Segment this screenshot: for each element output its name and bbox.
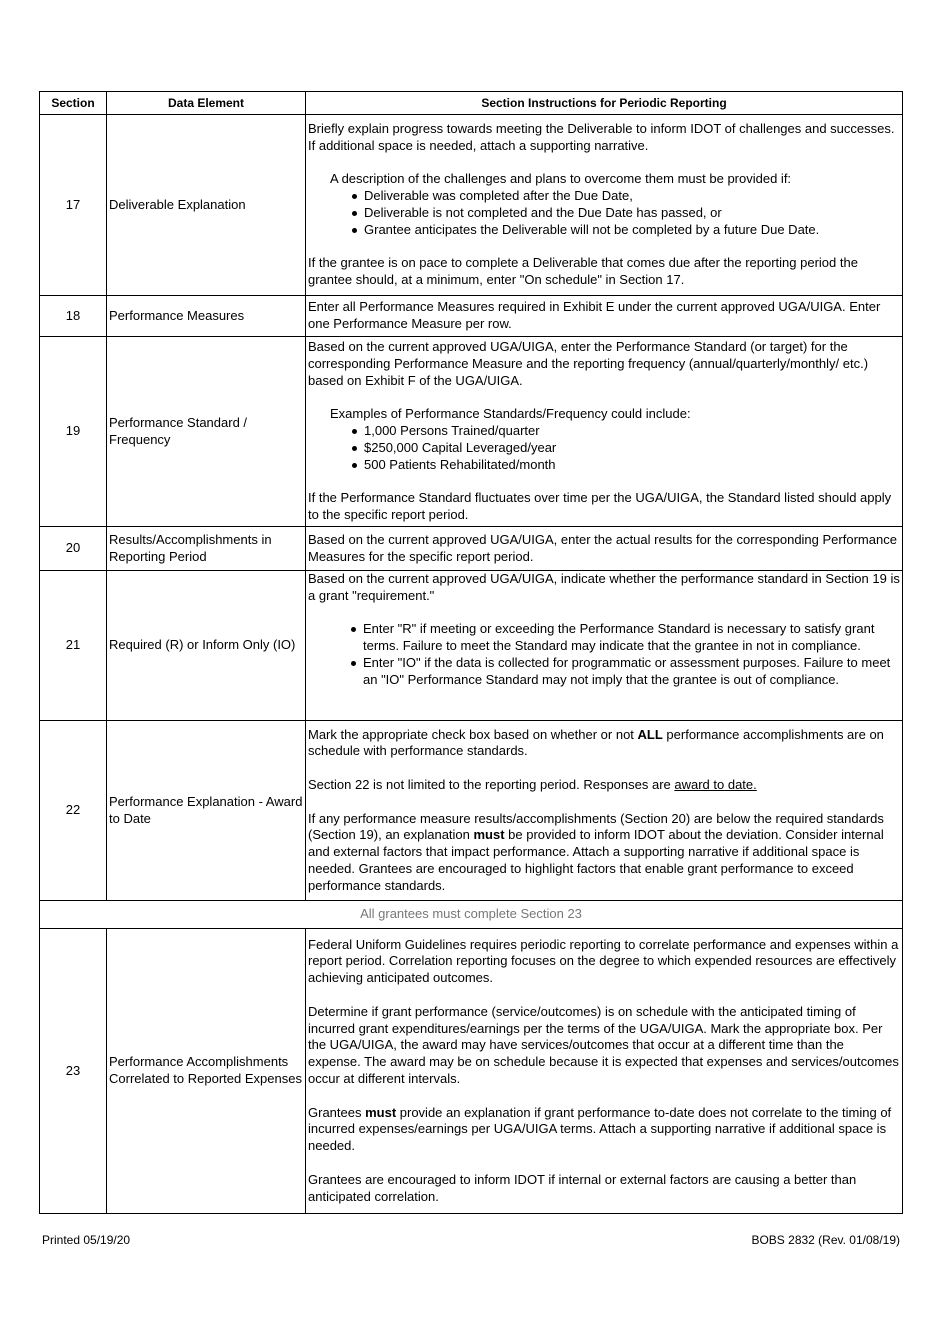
instructions-cell xyxy=(306,115,903,296)
instruction-paragraph: Based on the current approved UGA/UIGA, enter the Performance Standard (or target) for the corresponding Performance Measure and the reporting frequency (annual/quarterly/monthly/ etc.) based on Exhibit F of the UGA/UIGA. xyxy=(308,339,869,388)
examples-block xyxy=(308,406,900,473)
table-row-21 xyxy=(40,571,903,721)
table-row-18 xyxy=(40,296,903,337)
instructions-cell xyxy=(306,296,903,337)
section-number: 18 xyxy=(40,296,107,337)
list-item: Enter "IO" if the data is collected for programmatic or assessment purposes. Failure to meet an "IO" Performance Standard may not imply that the grantee is out of compliance. xyxy=(363,655,900,689)
reporting-instructions-table xyxy=(39,91,903,1214)
instruction-paragraph: Briefly explain progress towards meeting the Deliverable to inform IDOT of challenges and successes. If additional space is needed, attach a supporting narrative. xyxy=(308,121,895,153)
instruction-paragraph: If any performance measure results/accomplishments (Section 20) are below the required standards (Section 19), an explanation must be provided to inform IDOT about the deviation. Consider internal and external factors that impact performance. Attach a supporting narrative if additional space is needed. Grantees are encouraged to highlight factors that enable grant performance to exceed performance standards. xyxy=(308,810,884,893)
data-element-label: Performance Standard / Frequency xyxy=(107,337,306,527)
instruction-paragraph: Enter all Performance Measures required in Exhibit E under the current approved UGA/UIGA. Enter one Performance Measure per row. xyxy=(308,299,881,331)
section-number: 23 xyxy=(40,929,107,1214)
instruction-paragraph: Based on the current approved UGA/UIGA, indicate whether the performance standard in Section 19 is a grant "requirement." xyxy=(308,571,900,603)
section-23-banner: All grantees must complete Section 23 xyxy=(40,901,903,929)
data-element-label: Performance Accomplishments Correlated to Reported Expenses xyxy=(107,929,306,1214)
instruction-paragraph: If the grantee is on pace to complete a Deliverable that comes due after the reporting period the grantee should, at a minimum, enter "On schedule" in Section 17. xyxy=(308,255,858,288)
table-header-row xyxy=(40,92,903,115)
list-item: Deliverable is not completed and the Due Date has passed, or xyxy=(364,205,900,222)
instruction-paragraph: If the Performance Standard fluctuates over time per the UGA/UIGA, the Standard listed should apply to the specific report period. xyxy=(308,490,892,523)
section-number: 20 xyxy=(40,527,107,571)
table-row-19 xyxy=(40,337,903,527)
table-row-22 xyxy=(40,721,903,901)
instructions-cell xyxy=(306,571,903,721)
header-data-element: Data Element xyxy=(107,92,306,115)
table-row-23 xyxy=(40,929,903,1214)
list-item: $250,000 Capital Leveraged/year xyxy=(364,440,900,457)
instruction-paragraph: Section 22 is not limited to the reporting period. Responses are award to date. xyxy=(308,776,757,792)
instruction-paragraph: Federal Uniform Guidelines requires periodic reporting to correlate performance and expenses within a report period. Correlation reporting focuses on the degree to which expended resources are effectively achieving anticipated outcomes. xyxy=(308,936,899,986)
instructions-cell xyxy=(306,929,903,1214)
section-number: 19 xyxy=(40,337,107,527)
table-row-17 xyxy=(40,115,903,296)
instructions-cell xyxy=(306,527,903,571)
emphasis-must: must xyxy=(365,1104,397,1120)
data-element-label: Deliverable Explanation xyxy=(107,115,306,296)
requirement-options xyxy=(308,621,900,688)
header-instructions: Section Instructions for Periodic Reporting xyxy=(306,92,903,115)
conditions-intro: A description of the challenges and plans to overcome them must be provided if: xyxy=(330,171,792,187)
list-item: 500 Patients Rehabilitated/month xyxy=(364,457,900,474)
instruction-paragraph: Grantees must provide an explanation if grant performance to-date does not correlate to the timing of incurred expenses/earnings per UGA/UIGA terms. Attach a supporting narrative if additional space is needed. xyxy=(308,1104,892,1154)
table-row-20 xyxy=(40,527,903,571)
award-to-date-underline: award to date. xyxy=(674,776,757,792)
form-identifier: BOBS 2832 (Rev. 01/08/19) xyxy=(751,1233,900,1247)
section-23-banner-row xyxy=(40,901,903,929)
printed-date: Printed 05/19/20 xyxy=(42,1233,131,1247)
emphasis-must: must xyxy=(473,827,505,843)
instruction-paragraph: Based on the current approved UGA/UIGA, enter the actual results for the corresponding Performance Measures for the specific report period. xyxy=(308,531,897,564)
emphasis-all: ALL xyxy=(637,726,663,742)
instruction-paragraph: Determine if grant performance (service/outcomes) is on schedule with the anticipated timing of incurred grant expenditures/earnings per the terms of the UGA/UIGA. Mark the appropriate box. Per the UGA/UIGA, the award may have services/outcomes that occur at a different time than the expense. The award may be on schedule because it is expected that expenses and services/outcomes occur at different intervals. xyxy=(308,1003,899,1086)
list-item: Grantee anticipates the Deliverable will not be completed by a future Due Date. xyxy=(364,222,900,239)
list-item: Deliverable was completed after the Due Date, xyxy=(364,188,900,205)
conditions-block xyxy=(308,171,900,238)
instruction-paragraph: Grantees are encouraged to inform IDOT if internal or external factors are causing a better than anticipated correlation. xyxy=(308,1171,857,1204)
examples-list xyxy=(330,423,900,473)
section-number: 21 xyxy=(40,571,107,721)
conditions-list xyxy=(330,188,900,238)
list-item: Enter "R" if meeting or exceeding the Performance Standard is necessary to satisfy grant terms. Failure to meet the Standard may indicate that the grantee in not in compliance. xyxy=(363,621,900,655)
header-section: Section xyxy=(40,92,107,115)
data-element-label: Performance Explanation - Award to Date xyxy=(107,721,306,901)
section-number: 22 xyxy=(40,721,107,901)
instructions-cell xyxy=(306,337,903,527)
examples-intro: Examples of Performance Standards/Frequency could include: xyxy=(330,406,691,422)
requirement-list xyxy=(308,621,900,688)
data-element-label: Results/Accomplishments in Reporting Period xyxy=(107,527,306,571)
instructions-cell xyxy=(306,721,903,901)
data-element-label: Required (R) or Inform Only (IO) xyxy=(107,571,306,721)
list-item: 1,000 Persons Trained/quarter xyxy=(364,423,900,440)
data-element-label: Performance Measures xyxy=(107,296,306,337)
section-number: 17 xyxy=(40,115,107,296)
instruction-paragraph: Mark the appropriate check box based on whether or not ALL performance accomplishments are on schedule with performance standards. xyxy=(308,726,884,759)
